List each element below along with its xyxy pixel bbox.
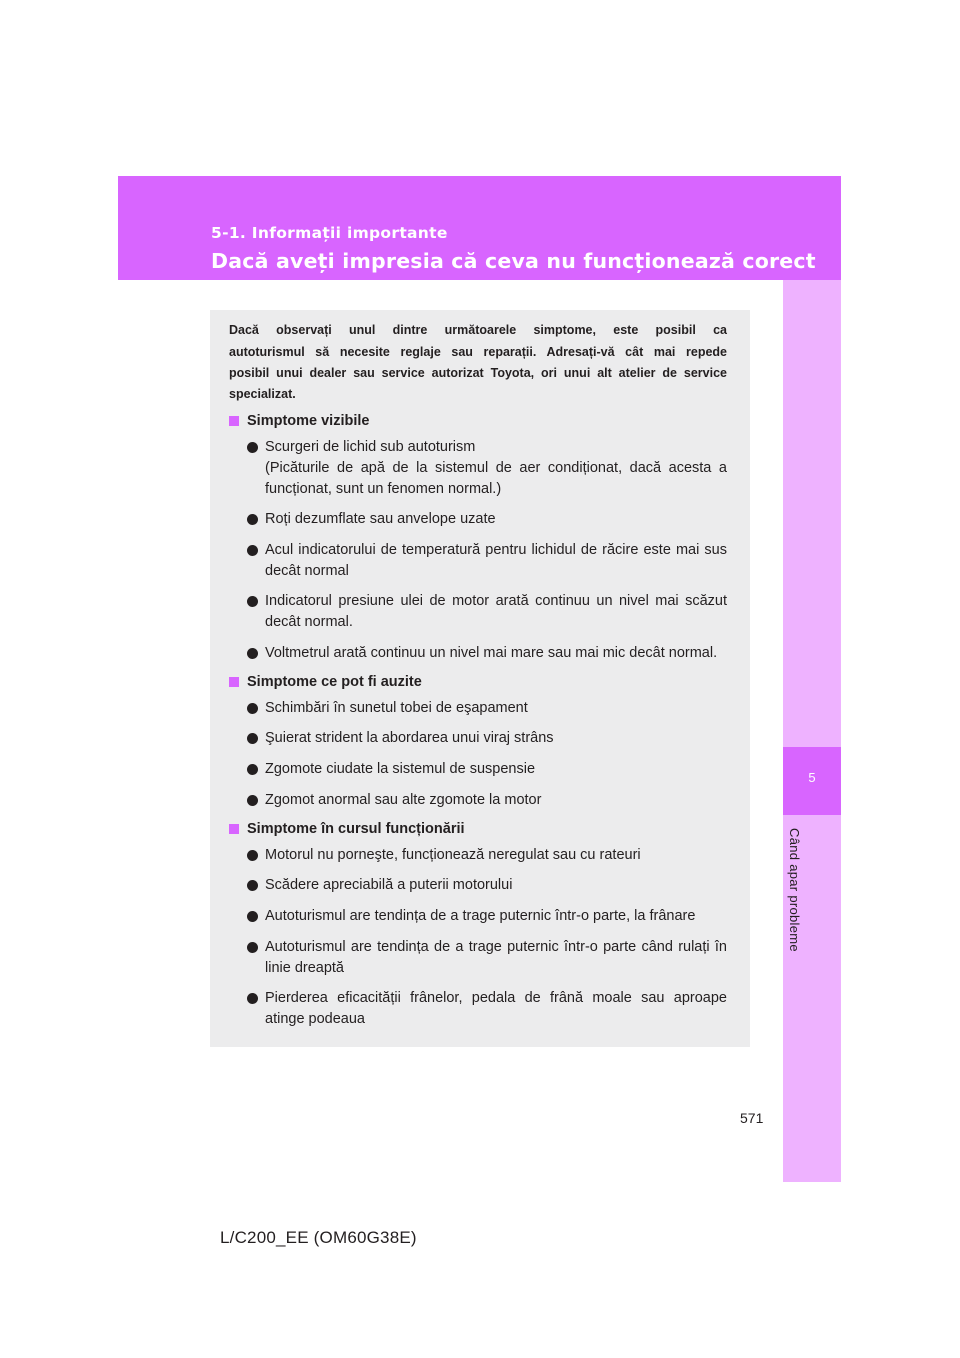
bullet-dot-icon xyxy=(247,993,258,1004)
item-line: Şuierat strident la abordarea unui viraj strâns xyxy=(265,730,554,746)
square-bullet-icon xyxy=(229,824,239,834)
item-line: (Picăturile de apă de la sistemul de aer condiționat, dacă acesta a xyxy=(265,460,727,476)
chapter-label: Când apar probleme xyxy=(787,828,802,952)
page-number: 571 xyxy=(740,1110,764,1126)
list-item xyxy=(247,643,727,664)
list-item xyxy=(247,698,727,719)
bullet-dot-icon xyxy=(247,648,258,659)
bullet-dot-icon xyxy=(247,911,258,922)
section-heading-text: Simptome în cursul funcționării xyxy=(247,821,465,837)
bullet-dot-icon xyxy=(247,850,258,861)
item-line: Autoturismul are tendința de a trage puternic într-o parte când rulați în xyxy=(265,939,727,955)
list-item xyxy=(247,790,727,811)
item-line: Roți dezumflate sau anvelope uzate xyxy=(265,511,496,527)
list-item xyxy=(247,759,727,780)
item-line: Schimbări în sunetul tobei de eşapament xyxy=(265,700,528,716)
bullet-dot-icon xyxy=(247,942,258,953)
list-item xyxy=(247,591,727,633)
item-line: Acul indicatorului de temperatură pentru lichidul de răcire este mai sus xyxy=(265,542,727,558)
item-line: Scurgeri de lichid sub autoturism xyxy=(265,439,476,455)
list-item xyxy=(247,988,727,1030)
list-item xyxy=(247,845,727,866)
chapter-side-tab xyxy=(783,280,841,1182)
bullet-dot-icon xyxy=(247,733,258,744)
item-line: linie dreaptă xyxy=(265,960,344,976)
section-heading xyxy=(229,413,369,429)
item-line: Motorul nu porneşte, funcționează neregulat sau cu rateuri xyxy=(265,847,641,863)
item-line: decât normal xyxy=(265,563,349,579)
square-bullet-icon xyxy=(229,677,239,687)
list-item xyxy=(247,937,727,979)
list-item xyxy=(247,509,727,530)
list-item xyxy=(247,437,727,500)
list-item xyxy=(247,728,727,749)
item-line: Pierderea eficacității frânelor, pedala de frână moale sau aproape xyxy=(265,990,727,1006)
item-line: Scădere apreciabilă a puterii motorului xyxy=(265,877,513,893)
page-title: Dacă aveți impresia că ceva nu funcționează corect xyxy=(211,249,816,273)
bullet-dot-icon xyxy=(247,514,258,525)
list-item xyxy=(247,906,727,927)
section-heading xyxy=(229,821,465,837)
item-line: atinge podeaua xyxy=(265,1011,365,1027)
chapter-number: 5 xyxy=(808,770,816,785)
item-line: funcționat, sunt un fenomen normal.) xyxy=(265,481,502,497)
item-line: Voltmetrul arată continuu un nivel mai mare sau mai mic decât normal. xyxy=(265,645,718,661)
bullet-dot-icon xyxy=(247,764,258,775)
section-heading-text: Simptome vizibile xyxy=(247,413,370,429)
section-heading xyxy=(229,674,422,690)
section-label: 5-1. Informații importante xyxy=(211,224,448,242)
bullet-dot-icon xyxy=(247,703,258,714)
intro-line: autoturismul să necesite reglaje sau reparații. Adresați-vă cât mai repede xyxy=(229,344,727,359)
intro-paragraph xyxy=(229,320,727,385)
bullet-dot-icon xyxy=(247,795,258,806)
item-line: Autoturismul are tendința de a trage puternic într-o parte, la frânare xyxy=(265,908,696,924)
bullet-dot-icon xyxy=(247,596,258,607)
bullet-dot-icon xyxy=(247,880,258,891)
item-line: Zgomot anormal sau alte zgomote la motor xyxy=(265,792,542,808)
intro-line: Dacă observați unul dintre următoarele simptome, este posibil ca xyxy=(229,323,727,337)
list-item xyxy=(247,875,727,896)
item-line: Zgomote ciudate la sistemul de suspensie xyxy=(265,761,536,777)
item-line: Indicatorul presiune ulei de motor arată continuu un nivel mai scăzut xyxy=(265,593,727,609)
section-heading-text: Simptome ce pot fi auzite xyxy=(247,674,422,690)
bullet-dot-icon xyxy=(247,442,258,453)
list-item xyxy=(247,540,727,582)
intro-line: specializat. xyxy=(229,387,296,401)
item-line: decât normal. xyxy=(265,614,353,630)
bullet-dot-icon xyxy=(247,545,258,556)
intro-line: posibil unui dealer sau service autorizat Toyota, ori unui alt atelier de service xyxy=(229,366,727,380)
square-bullet-icon xyxy=(229,416,239,426)
footer-code: L/C200_EE (OM60G38E) xyxy=(220,1228,417,1247)
